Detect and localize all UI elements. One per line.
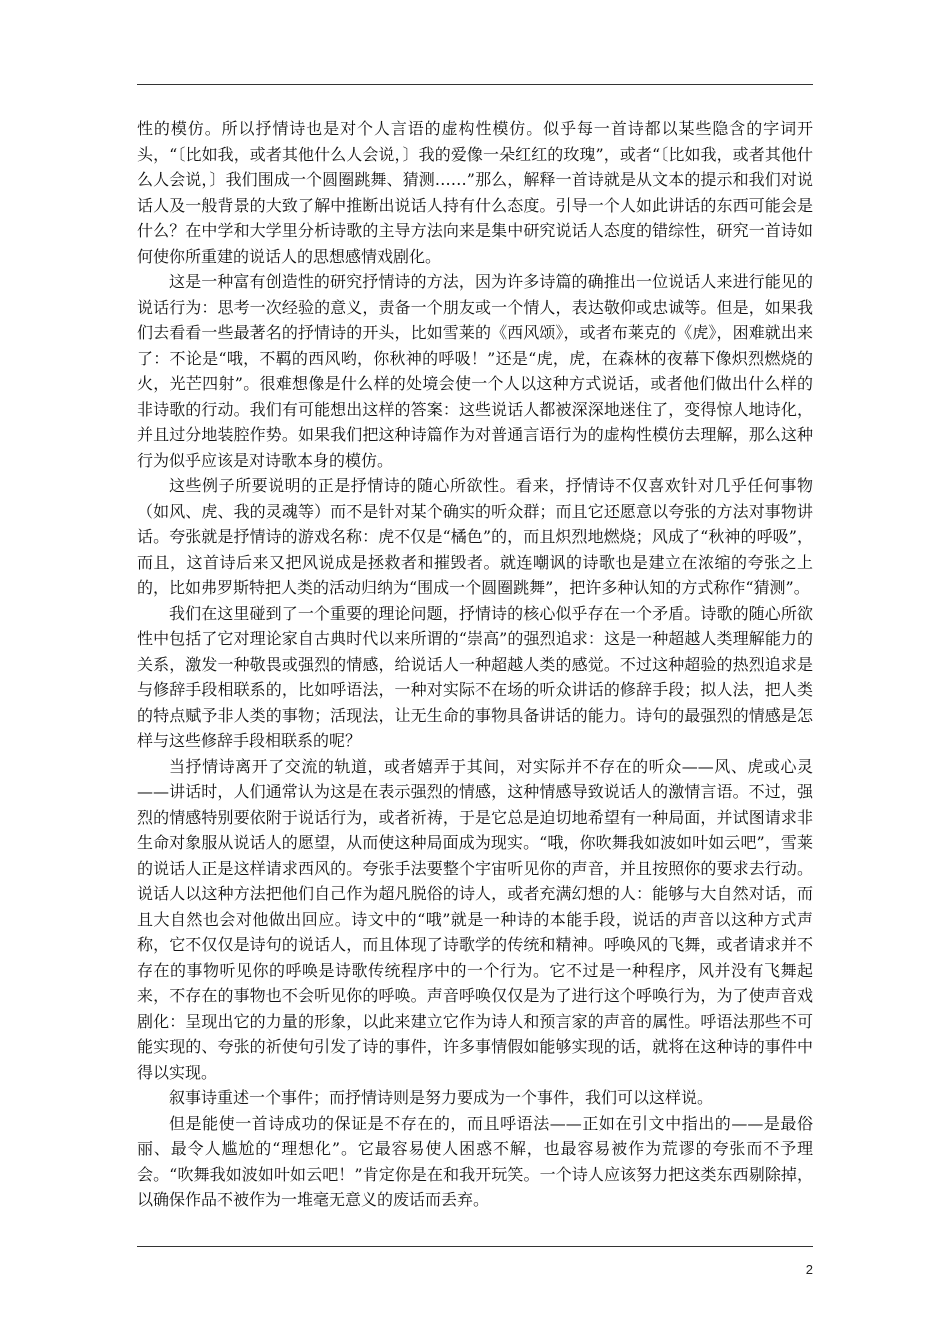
body-text [137,116,813,1213]
paragraph-7: 但是能使一首诗成功的保证是不存在的，而且呼语法——正如在引文中指出的——是最俗丽、最令人尴尬的“理想化”。它最容易使人困惑不解，也最容易被作为荒谬的夸张而不予理会。“吹舞我如波如叶如云吧！”肯定你是在和我开玩笑。一个诗人应该努力把这类东西剔除掉，以确保作品不被作为一堆毫无意义的废话而丢弃。 [137,1113,813,1209]
paragraph-3: 这些例子所要说明的正是抒情诗的随心所欲性。看来，抒情诗不仅喜欢针对几乎任何事物（如风、虎、我的灵魂等）而不是针对某个确实的听众群；而且它还愿意以夸张的方法对事物讲话。夸张就是抒情诗的游戏名称：虎不仅是“橘色”的，而且炽烈地燃烧；风成了“秋神的呼吸”，而且，这首诗后来又把风说成是拯救者和摧毁者。就连嘲讽的诗歌也是建立在浓缩的夸张之上的，比如弗罗斯特把人类的活动归纳为“围成一个圆圈跳舞”，把许多种认知的方式称作“猜测”。 [137,476,813,597]
paragraph-2: 这是一种富有创造性的研究抒情诗的方法，因为许多诗篇的确推出一位说话人来进行能见的说话行为：思考一次经验的意义，责备一个朋友或一个情人，表达敬仰或忠诚等。但是，如果我们去看看一些最著名的抒情诗的开头，比如雪莱的《西风颂》，或者布莱克的《虎》，困难就出来了：不论是“哦，不羁的西风哟，你秋神的呼吸！”还是“虎，虎，在森林的夜幕下像炽烈燃烧的火，光芒四射”。很难想像是什么样的处境会使一个人以这种方式说话，或者他们做出什么样的非诗歌的行动。我们有可能想出这样的答案：这些说话人都被深深地迷住了，变得惊人地诗化，并且过分地装腔作势。如果我们把这种诗篇作为对普通言语行为的虚构性模仿去理解，那么这种行为似乎应该是对诗歌本身的模仿。 [137,272,813,470]
header-rule [137,84,813,85]
paragraph-5: 当抒情诗离开了交流的轨道，或者嬉弄于其间，对实际并不存在的听众——风、虎或心灵——讲话时，人们通常认为这是在表示强烈的情感，这种情感导致说话人的激情言语。不过，强烈的情感特别要依附于说话行为，或者祈祷，于是它总是迫切地希望有一种局面，并试图请求非生命对象服从说话人的愿望，从而使这种局面成为现实。“哦，你吹舞我如波如叶如云吧”，雪莱的说话人正是这样请求西风的。夸张手法要整个宇宙听见你的声音，并且按照你的要求去行动。说话人以这种方法把他们自己作为超凡脱俗的诗人，或者充满幻想的人：能够与大自然对话，而且大自然也会对他做出回应。诗文中的“哦”就是一种诗的本能手段，说话的声音以这种方式声称，它不仅仅是诗句的说话人，而且体现了诗歌学的传统和精神。呼唤风的飞舞，或者请求并不存在的事物听见你的呼唤是诗歌传统程序中的一个行为。它不过是一种程序，风并没有飞舞起来，不存在的事物也不会听见你的呼唤。声音呼唤仅仅是为了进行这个呼唤行为，为了使声音戏剧化：呈现出它的力量的形象，以此来建立它作为诗人和预言家的声音的属性。呼语法那些不可能实现的、夸张的祈使句引发了诗的事件，许多事情假如能够实现的话，就将在这种诗的事件中得以实现。 [137,756,813,1082]
paragraph-6: 叙事诗重述一个事件；而抒情诗则是努力要成为一个事件，我们可以这样说。 [169,1088,714,1107]
footer-rule [137,1246,813,1247]
paragraph-1: 性的模仿。所以抒情诗也是对个人言语的虚构性模仿。似乎每一首诗都以某些隐含的字词开头，“〔比如我，或者其他什么人会说，〕我的爱像一朵红红的玫瑰”，或者“〔比如我，或者其他什么人会说，〕我们围成一个圆圈跳舞、猜测……”那么，解释一首诗就是从文本的提示和我们对说话人及一般背景的大致了解中推断出说话人持有什么态度。引导一个人如此讲话的东西可能会是什么？在中学和大学里分析诗歌的主导方法向来是集中研究说话人态度的错综性，研究一首诗如何使你所重建的说话人的思想感情戏剧化。 [137,119,813,266]
page-number: 2 [805,1262,813,1277]
paragraph-4: 我们在这里碰到了一个重要的理论问题，抒情诗的核心似乎存在一个矛盾。诗歌的随心所欲性中包括了它对理论家自古典时代以来所谓的“崇高”的强烈追求：这是一种超越人类理解能力的关系，激发一种敬畏或强烈的情感，给说话人一种超越人类的感觉。不过这种超验的热烈追求是与修辞手段相联系的，比如呼语法，一种对实际不在场的听众讲话的修辞手段；拟人法，把人类的特点赋予非人类的事物；活现法，让无生命的事物具备讲话的能力。诗句的最强烈的情感是怎样与这些修辞手段相联系的呢？ [137,603,813,750]
